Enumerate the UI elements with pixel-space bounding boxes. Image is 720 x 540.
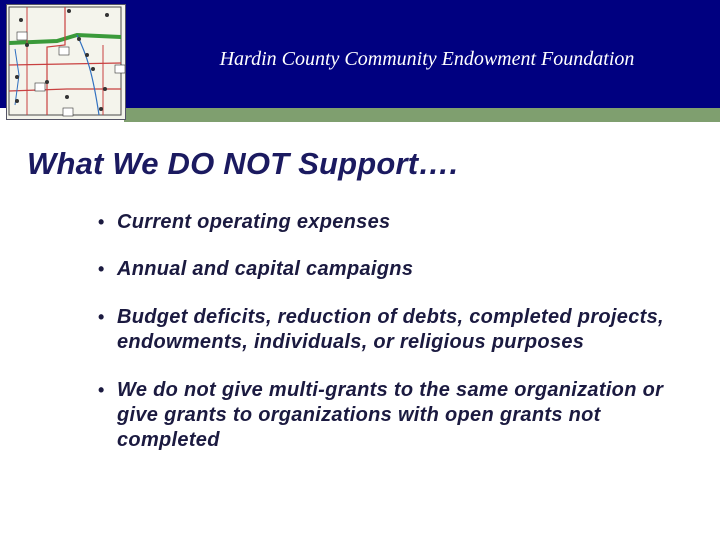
bullet-item [98, 305, 698, 355]
bullet-text: Current operating expenses [117, 211, 391, 233]
bullet-item [98, 378, 698, 453]
bullet-item [98, 257, 698, 282]
slide-title: What We DO NOT Support…. [27, 146, 459, 181]
bullet-dot-icon: • [98, 212, 105, 232]
bullet-list [98, 210, 698, 453]
bullet-text: Annual and capital campaigns [117, 258, 414, 280]
bullet-item [98, 210, 698, 235]
county-map-icon [6, 4, 126, 120]
bullet-dot-icon: • [98, 380, 105, 400]
bullet-dot-icon: • [98, 307, 105, 327]
bullet-text: We do not give multi-grants to the same organization or give grants to organizations with open grants not completed [117, 379, 664, 451]
bullet-text: Budget deficits, reduction of debts, completed projects, endowments, individuals, or religious purposes [117, 306, 664, 353]
org-title: Hardin County Community Endowment Foundation [219, 48, 635, 70]
bullet-dot-icon: • [98, 259, 105, 279]
header-accent-stripe [124, 108, 720, 122]
